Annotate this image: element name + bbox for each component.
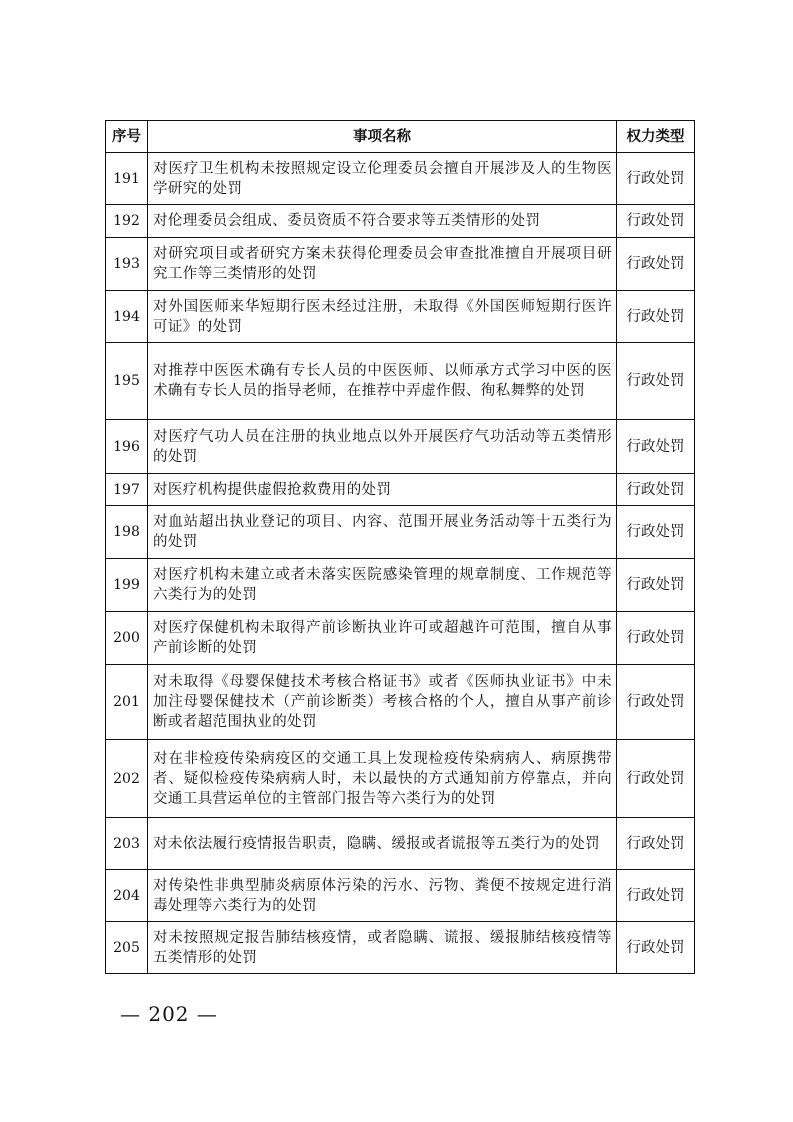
table-container — [105, 120, 694, 974]
table-header-row — [106, 121, 695, 153]
row-number: 200 — [106, 612, 148, 665]
table-row — [106, 740, 695, 818]
row-name: 对未取得《母婴保健技术考核合格证书》或者《医师执业证书》中未加注母婴保健技术（产前诊断类）考核合格的个人，擅自从事产前诊断或者超范围执业的处罚 — [148, 665, 617, 740]
row-type: 行政处罚 — [617, 238, 695, 291]
row-name: 对传染性非典型肺炎病原体污染的污水、污物、粪便不按规定进行消毒处理等六类行为的处罚 — [148, 870, 617, 922]
row-type: 行政处罚 — [617, 474, 695, 506]
row-number: 202 — [106, 740, 148, 818]
row-number: 201 — [106, 665, 148, 740]
table-row — [106, 559, 695, 612]
table-row — [106, 420, 695, 474]
table-row — [106, 922, 695, 974]
table-row — [106, 612, 695, 665]
row-number: 203 — [106, 818, 148, 870]
table-row — [106, 205, 695, 238]
row-name: 对医疗卫生机构未按照规定设立伦理委员会擅自开展涉及人的生物医学研究的处罚 — [148, 153, 617, 205]
table-row — [106, 818, 695, 870]
row-number: 198 — [106, 506, 148, 559]
table-row — [106, 238, 695, 291]
row-number: 195 — [106, 343, 148, 420]
row-name: 对伦理委员会组成、委员资质不符合要求等五类情形的处罚 — [148, 205, 617, 238]
row-number: 197 — [106, 474, 148, 506]
table-row — [106, 474, 695, 506]
table-row — [106, 665, 695, 740]
row-name: 对血站超出执业登记的项目、内容、范围开展业务活动等十五类行为的处罚 — [148, 506, 617, 559]
row-number: 192 — [106, 205, 148, 238]
row-type: 行政处罚 — [617, 922, 695, 974]
row-type: 行政处罚 — [617, 420, 695, 474]
table-row — [106, 506, 695, 559]
row-type: 行政处罚 — [617, 205, 695, 238]
row-type: 行政处罚 — [617, 343, 695, 420]
row-type: 行政处罚 — [617, 153, 695, 205]
table-row — [106, 870, 695, 922]
row-name: 对未依法履行疫情报告职责，隐瞒、缓报或者谎报等五类行为的处罚 — [148, 818, 617, 870]
row-name: 对外国医师来华短期行医未经过注册，未取得《外国医师短期行医许可证》的处罚 — [148, 291, 617, 343]
row-type: 行政处罚 — [617, 506, 695, 559]
items-table — [105, 120, 695, 974]
table-row — [106, 153, 695, 205]
row-type: 行政处罚 — [617, 740, 695, 818]
row-name: 对研究项目或者研究方案未获得伦理委员会审查批准擅自开展项目研究工作等三类情形的处罚 — [148, 238, 617, 291]
table-row — [106, 291, 695, 343]
row-name: 对医疗保健机构未取得产前诊断执业许可或超越许可范围，擅自从事产前诊断的处罚 — [148, 612, 617, 665]
row-type: 行政处罚 — [617, 559, 695, 612]
row-number: 204 — [106, 870, 148, 922]
row-number: 191 — [106, 153, 148, 205]
row-type: 行政处罚 — [617, 665, 695, 740]
row-type: 行政处罚 — [617, 870, 695, 922]
row-number: 199 — [106, 559, 148, 612]
row-name: 对医疗机构未建立或者未落实医院感染管理的规章制度、工作规范等六类行为的处罚 — [148, 559, 617, 612]
header-type: 权力类型 — [617, 121, 695, 153]
row-name: 对未按照规定报告肺结核疫情，或者隐瞒、谎报、缓报肺结核疫情等五类情形的处罚 — [148, 922, 617, 974]
row-number: 193 — [106, 238, 148, 291]
row-name: 对医疗机构提供虚假抢救费用的处罚 — [148, 474, 617, 506]
row-name: 对医疗气功人员在注册的执业地点以外开展医疗气功活动等五类情形的处罚 — [148, 420, 617, 474]
header-number: 序号 — [106, 121, 148, 153]
table-row — [106, 343, 695, 420]
row-name: 对推荐中医医术确有专长人员的中医医师、以师承方式学习中医的医术确有专长人员的指导老师，在推荐中弄虚作假、徇私舞弊的处罚 — [148, 343, 617, 420]
row-number: 205 — [106, 922, 148, 974]
row-number: 194 — [106, 291, 148, 343]
page-number: — 202 — — [120, 1002, 218, 1026]
row-number: 196 — [106, 420, 148, 474]
header-name: 事项名称 — [148, 121, 617, 153]
row-type: 行政处罚 — [617, 291, 695, 343]
row-type: 行政处罚 — [617, 612, 695, 665]
row-name: 对在非检疫传染病疫区的交通工具上发现检疫传染病病人、病原携带者、疑似检疫传染病病人时，未以最快的方式通知前方停靠点，并向交通工具营运单位的主管部门报告等六类行为的处罚 — [148, 740, 617, 818]
row-type: 行政处罚 — [617, 818, 695, 870]
